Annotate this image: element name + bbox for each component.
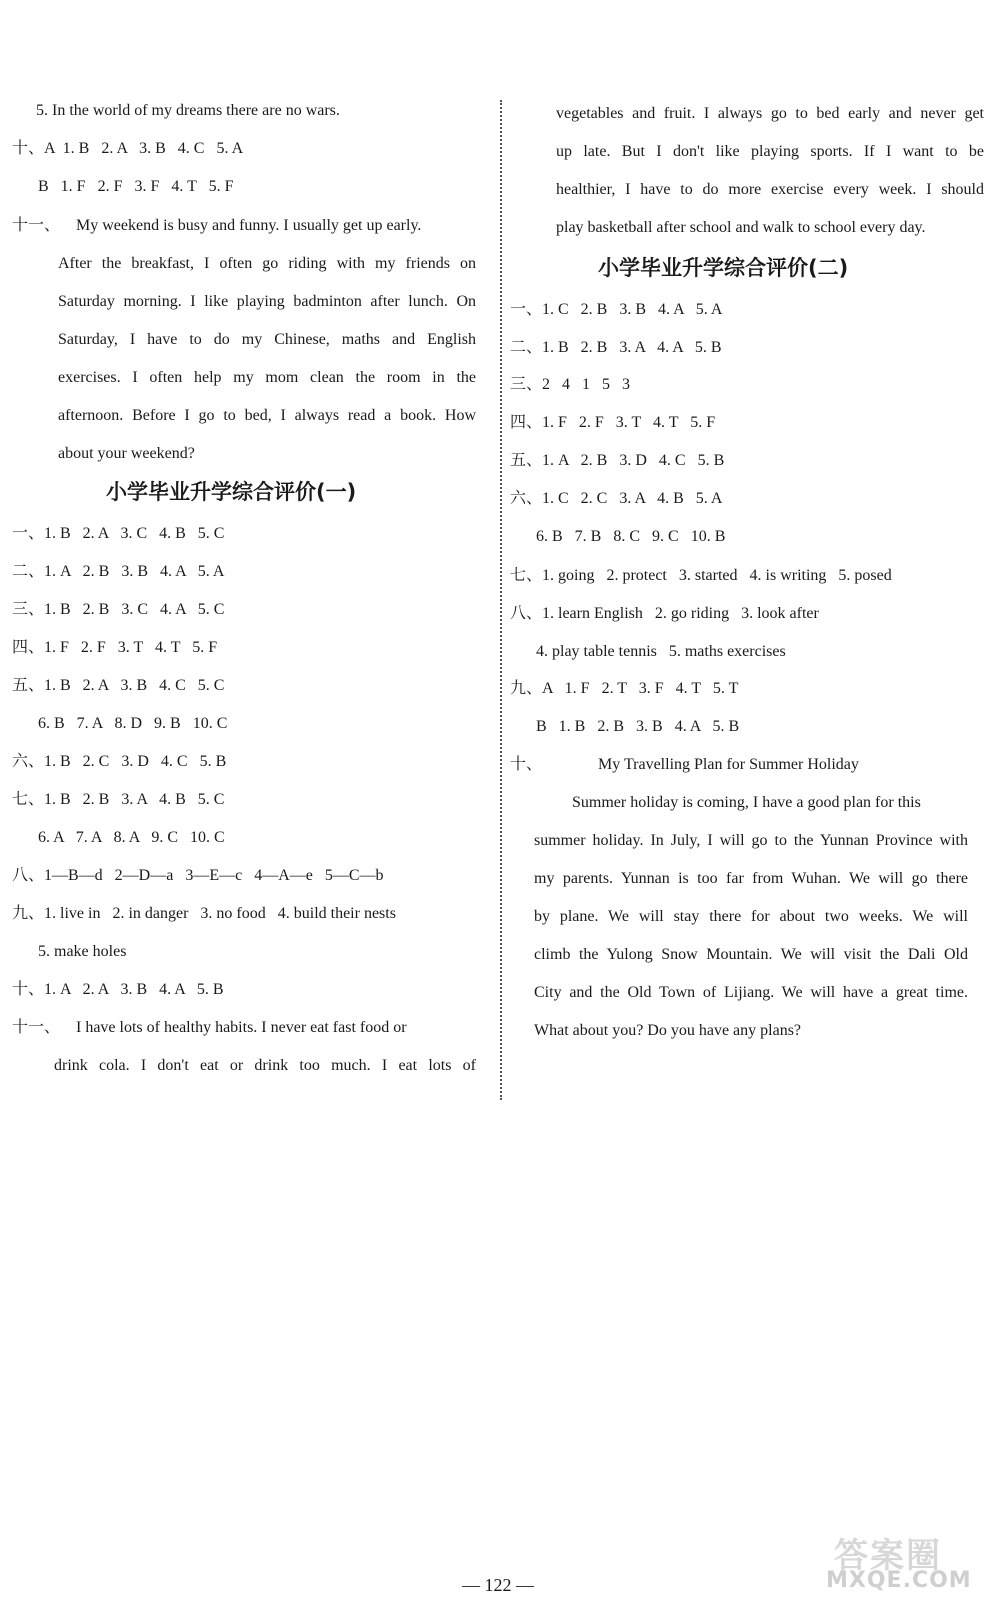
- essay-line: City and the Old Town of Lijiang. We will have a great time.: [534, 984, 968, 1001]
- answer-line: 4. play table tennis 5. maths exercises: [536, 643, 786, 660]
- essay-line: by plane. We will stay there for about two weeks. We will: [534, 908, 968, 925]
- answer-line: 六、1. B 2. C 3. D 4. C 5. B: [12, 753, 227, 770]
- answer-line: 6. B 7. B 8. C 9. C 10. B: [536, 528, 726, 545]
- answer-line: 5. make holes: [38, 943, 127, 960]
- page-number: — 122 —: [462, 1575, 534, 1595]
- essay-line: healthier, I have to do more exercise every week. I should: [556, 181, 984, 198]
- essay-line: Summer holiday is coming, I have a good plan for this: [572, 794, 921, 811]
- essay-line: exercises. I often help my mom clean the room in the: [58, 369, 476, 386]
- answer-line: 二、1. A 2. B 3. B 4. A 5. A: [12, 563, 225, 580]
- essay-line: climb the Yulong Snow Mountain. We will visit the Dali Old: [534, 946, 968, 963]
- answer-line: 三、2 4 1 5 3: [510, 376, 631, 393]
- essay-line: my parents. Yunnan is too far from Wuhan. We will go there: [534, 870, 968, 887]
- answer-line: 一、1. C 2. B 3. B 4. A 5. A: [510, 301, 723, 318]
- answer-line: 八、1. learn English 2. go riding 3. look after: [510, 605, 819, 622]
- essay-line: Saturday morning. I like playing badminton after lunch. On: [58, 293, 476, 310]
- answer-line: 五、1. B 2. A 3. B 4. C 5. C: [12, 677, 225, 694]
- answer-line: 九、1. live in 2. in danger 3. no food 4. build their nests: [12, 905, 396, 922]
- watermark-logo: [820, 1528, 990, 1598]
- answer-line: 五、1. A 2. B 3. D 4. C 5. B: [510, 452, 725, 469]
- column-divider: [500, 100, 502, 1100]
- essay-line: What about you? Do you have any plans?: [534, 1022, 802, 1039]
- section-label: 十、: [510, 756, 543, 773]
- answer-line: 5. In the world of my dreams there are no wars.: [36, 102, 340, 119]
- essay-line: up late. But I don't like playing sports. If I want to be: [556, 143, 984, 160]
- essay-line: summer holiday. In July, I will go to the Yunnan Province with: [534, 832, 968, 849]
- essay-line: about your weekend?: [58, 445, 195, 462]
- answer-line: 一、1. B 2. A 3. C 4. B 5. C: [12, 525, 225, 542]
- watermark-text: 答案圈: [834, 1536, 942, 1576]
- essay-line: drink cola. I don't eat or drink too much. I eat lots of: [54, 1057, 476, 1074]
- answer-line: 七、1. B 2. B 3. A 4. B 5. C: [12, 791, 225, 808]
- answer-line: 十、1. A 2. A 3. B 4. A 5. B: [12, 981, 224, 998]
- watermark-url: MXQE.COM: [826, 1568, 972, 1593]
- answer-line: 6. B 7. A 8. D 9. B 10. C: [38, 715, 228, 732]
- answer-line: 八、1—B—d 2—D—a 3—E—c 4—A—e 5—C—b: [12, 867, 384, 884]
- essay-line: 十一、 I have lots of healthy habits. I never eat fast food or: [12, 1019, 407, 1036]
- answer-line: 十、A 1. B 2. A 3. B 4. C 5. A: [12, 140, 244, 157]
- answer-line: 七、1. going 2. protect 3. started 4. is writing 5. posed: [510, 567, 892, 584]
- answer-line: B 1. F 2. F 3. F 4. T 5. F: [38, 178, 234, 195]
- section-title: 小学毕业升学综合评价(二): [598, 256, 849, 280]
- answer-line: 四、1. F 2. F 3. T 4. T 5. F: [510, 414, 716, 431]
- answer-line: 6. A 7. A 8. A 9. C 10. C: [38, 829, 225, 846]
- essay-line: vegetables and fruit. I always go to bed early and never get: [556, 105, 984, 122]
- essay-line: Saturday, I have to do my Chinese, maths and English: [58, 331, 476, 348]
- answer-line: 九、A 1. F 2. T 3. F 4. T 5. T: [510, 680, 739, 697]
- essay-title: My Travelling Plan for Summer Holiday: [598, 756, 859, 773]
- essay-line: play basketball after school and walk to school every day.: [556, 219, 926, 236]
- essay-line: After the breakfast, I often go riding with my friends on: [58, 255, 476, 272]
- section-title: 小学毕业升学综合评价(一): [106, 480, 357, 504]
- answer-line: 二、1. B 2. B 3. A 4. A 5. B: [510, 339, 722, 356]
- essay-line: afternoon. Before I go to bed, I always read a book. How: [58, 407, 476, 424]
- answer-line: B 1. B 2. B 3. B 4. A 5. B: [536, 718, 740, 735]
- answer-line: 四、1. F 2. F 3. T 4. T 5. F: [12, 639, 218, 656]
- answer-line: 三、1. B 2. B 3. C 4. A 5. C: [12, 601, 225, 618]
- essay-line: 十一、 My weekend is busy and funny. I usually get up early.: [12, 217, 422, 234]
- answer-line: 六、1. C 2. C 3. A 4. B 5. A: [510, 490, 723, 507]
